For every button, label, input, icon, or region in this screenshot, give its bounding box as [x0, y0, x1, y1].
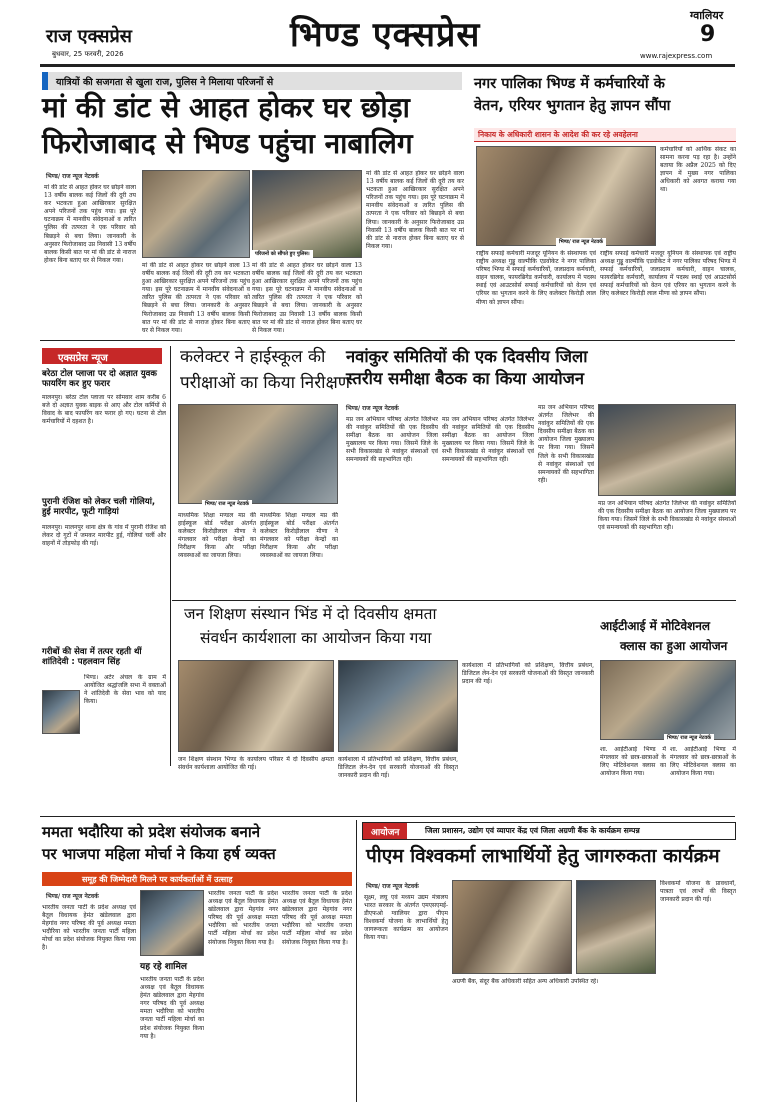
lead-byline: भिण्ड/ राज न्यूज नेटवर्क [46, 173, 99, 180]
vishwa-tag: आयोजन [363, 823, 407, 839]
vishwa-caption: अग्रणी बैंक, संदूर बैंक अधिकारी सहित अन्य अधिकारी उपस्थित रहे। [452, 978, 599, 985]
lead-photo-police [142, 170, 250, 258]
mamta-body-col4: भारतीय जनता पार्टी के प्रदेश अध्यक्ष एवं बैतूल विधायक हेमंत खंडेलवाल द्वारा मेहगांव नगर परिषद की पूर्व अध्यक्ष ममता भदौरिया को भारतीय जनता पार्टी महिला मोर्चा का प्रदेश संयोजक नियुक्त किया गया है। [282, 890, 352, 946]
jan-body-col2: कार्यशाला में प्रतिभागियों को प्रशिक्षण, वित्तीय प्रबंधन, डिजिटल लेन-देन एवं सरकारी योजनाओं की विस्तृत जानकारी प्रदान की गई। [462, 662, 594, 686]
navankur-body-col3: मप्र जन अभियान परिषद अंतर्गत जिलेभर की नवांकुर समितियों की एक दिवसीय समीक्षा बैठक का आयोजन जिला मुख्यालय पर किया गया। जिसमें जिले के सभी विकासखंड से नवांकुर संस्थाओं एवं समन्वयकों की सहभागिता रही। [538, 404, 594, 484]
navankur-body-col4: मप्र जन अभियान परिषद अंतर्गत जिलेभर की नवांकुर समितियों की एक दिवसीय समीक्षा बैठक का आयोजन जिला मुख्यालय पर किया गया। जिसमें जिले के सभी विकासखंड से नवांकुर संस्थाओं एवं समन्वयकों की सहभागिता रही। [598, 500, 736, 532]
masthead-website: www.rajexpress.com [640, 52, 713, 60]
iti-body-col2: शा. आईटीआई भिण्ड में मंगलवार को छात्र-छात्राओं के लिए मोटिवेशनल क्लास का आयोजन किया गया। [670, 746, 736, 778]
iti-caption: भिण्ड/ राज न्यूज नेटवर्क [664, 734, 714, 742]
express-item3-body: भिण्ड। अटेर अंचल के ग्राम में आयोजित श्रद्धांजलि सभा में वक्ताओं ने शांतिदेवी के सेवा भाव को याद किया। [84, 674, 166, 706]
nagar-headline-2: वेतन, एरियर भुगतान हेतु ज्ञापन सौंपा [474, 98, 671, 114]
lead-headline-1: मां की डांट से आहत होकर घर छोड़ा [42, 91, 410, 124]
nagar-headline-1: नगर पालिका भिण्ड में कर्मचारियों के [474, 76, 665, 92]
mamta-subhead: समूह की जिम्मेदारी मिलने पर कार्यकर्ताओं में उत्साह [82, 875, 233, 884]
vishwa-body-right: विश्वकर्मा योजना के प्रावधानों, पात्रता एवं लाभों की विस्तृत जानकारी प्रदान की गई। [660, 880, 736, 904]
lead-body-col3: मां की डांट से आहत होकर घर छोड़ने वाला 13 वर्षीय बालक कई जिलों की दूरी तय कर भटकता हुआ आखिरकार सुरक्षित अपने परिजनों तक पहुंच गया। इस पूरे घटनाक्रम में मानवीय संवेदनाओं व त्वरित पुलिस की तत्परता ने एक परिवार को बिछड़ने से बचा लिया। जानकारी के अनुसार फिरोजाबाद उप्र निवासी 13 वर्षीय बालक किसी बात पर मां की डांट से नाराज होकर बिना बताए घर से निकल गया। [252, 262, 362, 334]
express-item3-headline: गरीबों की सेवा में तत्पर रहती थीं शांतिदेवी : पहलवान सिंह [42, 647, 142, 667]
jan-body-col1: कार्यशाला में प्रतिभागियों को प्रशिक्षण, वित्तीय प्रबंधन, डिजिटल लेन-देन एवं सरकारी योजनाओं की विस्तृत जानकारी प्रदान की गई। [338, 756, 458, 780]
lead-kicker-text: यात्रियों की सजगता से खुला राज, पुलिस ने मिलाया परिजनों से [56, 77, 274, 88]
nagar-body-col2: राष्ट्रीय सफाई कर्मचारी मजदूर यूनियन के संस्थापक एवं राष्ट्रीय अध्यक्ष गुड्डू वाल्मीकि एडवोकेट ने नगर पालिका परिषद भिण्ड में सफाई कर्मचारियों, जलप्रदाय कर्मचारी, वाहन चालक, फायरब्रिगेड कर्मचारी, कार्यालय में पदस्थ स्थाई एवं आउटसोर्स सफाई कर्मचारियों को वेतन एवं एरियर का भुगतान करने के लिए कलेक्टर किरोड़ी लाल मीणा को ज्ञापन सौंपा। [600, 250, 736, 298]
iti-headline-2: क्लास का हुआ आयोजन [620, 639, 728, 653]
express-item2-headline: पुरानी रंजिश को लेकर चली गोलियां, हुई मारपीट, फूटी गाड़ियां [42, 497, 156, 517]
vishwa-byline: भिण्ड/ राज न्यूज नेटवर्क [366, 883, 419, 890]
nagar-subhead-band [474, 128, 736, 142]
collector-caption: भिण्ड/ राज न्यूज नेटवर्क [202, 500, 252, 508]
express-item1-headline: बरेठा टोल प्लाजा पर दो अज्ञात युवक फायरिंग कर हुए फरार [42, 369, 157, 389]
lead-photo-family [252, 170, 362, 258]
express-item2-body: मालनपुर। मालनपुर थाना क्षेत्र के गांव में पुरानी रंजिश को लेकर दो गुटों में जमकर मारपीट हुई, गोलियां चलीं और वाहनों में तोड़फोड़ की गई। [42, 524, 166, 548]
masthead-city: ग्वालियर [690, 9, 724, 22]
express-col-divider [170, 346, 171, 766]
collector-body-col1: माध्यमिक शिक्षा मण्डल मप्र की हाईस्कूल बोर्ड परीक्षा अंतर्गत कलेक्टर किरोड़ीलाल मीणा ने मंगलवार को परीक्षा केन्द्रों का निरीक्षण किया और परीक्षा व्यवस्थाओं का जायजा लिया। [178, 512, 256, 560]
jan-headline-2: संवर्धन कार्यशाला का आयोजन किया गया [200, 629, 432, 647]
navankur-body-col2: मप्र जन अभियान परिषद अंतर्गत जिलेभर की नवांकुर समितियों की एक दिवसीय समीक्षा बैठक का आयोजन जिला मुख्यालय पर किया गया। जिसमें जिले के सभी विकासखंड से नवांकुर संस्थाओं एवं समन्वयकों की सहभागिता रही। [442, 416, 534, 464]
jan-photo-2 [338, 660, 458, 752]
navankur-photo [598, 404, 736, 496]
divider-1 [40, 340, 735, 341]
iti-photo [600, 660, 736, 740]
mamta-byline: भिण्ड/ राज न्यूज नेटवर्क [46, 893, 99, 900]
vishwa-body-col1: सूक्ष्म, लघु एवं मध्यम उद्यम मंत्रालय भारत सरकार के अंतर्गत एमएसएमई-डीएफओ ग्वालियर द्वारा पीएम विश्वकर्मा योजना के लाभार्थियों हेतु जागरूकता कार्यक्रम का आयोजन किया गया। [364, 894, 448, 942]
nagar-subhead: निकाय के अधिकारी शासन के आदेश की कर रहे अवहेलना [478, 130, 638, 139]
iti-headline-1: आईटीआई में मोटिवेशनल [600, 619, 711, 633]
divider-3 [40, 816, 735, 817]
jan-headline-1: जन शिक्षण संस्थान भिंड में दो दिवसीय क्षमता [184, 605, 437, 623]
mamta-body-col1: भारतीय जनता पार्टी के प्रदेश अध्यक्ष एवं बैतूल विधायक हेमंत खंडेलवाल द्वारा मेहगांव नगर परिषद की पूर्व अध्यक्ष ममता भदौरिया को भारतीय जनता पार्टी महिला मोर्चा का प्रदेश संयोजक नियुक्त किया गया है। [42, 904, 136, 952]
mamta-headline-1: ममता भदौरिया को प्रदेश संयोजक बनाने [42, 823, 261, 841]
vishwa-banner [362, 822, 736, 840]
nagar-body-col1: राष्ट्रीय सफाई कर्मचारी मजदूर यूनियन के संस्थापक एवं राष्ट्रीय अध्यक्ष गुड्डू वाल्मीकि एडवोकेट ने नगर पालिका परिषद भिण्ड में सफाई कर्मचारियों, जलप्रदाय कर्मचारी, वाहन चालक, फायरब्रिगेड कर्मचारी, कार्यालय में पदस्थ स्थाई एवं आउटसोर्स सफाई कर्मचारियों को वेतन एवं एरियर का भुगतान करने के लिए कलेक्टर किरोड़ी लाल मीणा को ज्ञापन सौंपा। [476, 250, 596, 306]
navankur-headline-1: नवांकुर समितियों की एक दिवसीय जिला [346, 347, 588, 366]
jan-caption: जन शिक्षण संस्थान भिण्ड के कार्यालय परिसर में दो दिवसीय क्षमता संवर्धन कार्यशाला आयोजित की गई। [178, 756, 334, 772]
masthead [0, 0, 778, 68]
navankur-headline-2: स्तरीय समीक्षा बैठक का किया आयोजन [346, 369, 585, 388]
divider-2 [172, 600, 736, 601]
masthead-left-title: राज एक्सप्रेस [46, 26, 132, 47]
mamta-body-col3: भारतीय जनता पार्टी के प्रदेश अध्यक्ष एवं बैतूल विधायक हेमंत खंडेलवाल द्वारा मेहगांव नगर परिषद की पूर्व अध्यक्ष ममता भदौरिया को भारतीय जनता पार्टी महिला मोर्चा का प्रदेश संयोजक नियुक्त किया गया है। [208, 890, 278, 946]
navankur-byline: भिण्ड/ राज न्यूज नेटवर्क [346, 405, 399, 412]
lead-headline-2: फिरोजाबाद से भिण्ड पहुंचा नाबालिग [42, 127, 413, 160]
navankur-body-col1: मप्र जन अभियान परिषद अंतर्गत जिलेभर की नवांकुर समितियों की एक दिवसीय समीक्षा बैठक का आयोजन जिला मुख्यालय पर किया गया। जिसमें जिले के सभी विकासखंड से नवांकुर संस्थाओं एवं समन्वयकों की सहभागिता रही। [346, 416, 438, 464]
nagar-body-right: कर्मचारियों को आर्थिक संकट का सामना करना पड़ रहा है। उन्होंने बताया कि अप्रैल 2025 को दिए ज्ञापन में मुख्य नगर पालिका अधिकारी को अवगत कराया गया था। [660, 146, 736, 194]
mamta-col-divider [356, 820, 357, 1102]
mamta-headline-2: पर भाजपा महिला मोर्चा ने किया हर्ष व्यक्त [42, 845, 276, 863]
collector-headline-1: कलेक्टर ने हाईस्कूल की [180, 347, 326, 367]
mamta-photo [140, 890, 204, 956]
iti-body-col1: शा. आईटीआई भिण्ड में मंगलवार को छात्र-छात्राओं के लिए मोटिवेशनल क्लास का आयोजन किया गया। [600, 746, 666, 778]
nagar-caption: भिण्ड/ राज न्यूज नेटवर्क [556, 238, 606, 246]
lead-body-col4: मां की डांट से आहत होकर घर छोड़ने वाला 13 वर्षीय बालक कई जिलों की दूरी तय कर भटकता हुआ आखिरकार सुरक्षित अपने परिजनों तक पहुंच गया। इस पूरे घटनाक्रम में मानवीय संवेदनाओं व त्वरित पुलिस की तत्परता ने एक परिवार को बिछड़ने से बचा लिया। जानकारी के अनुसार फिरोजाबाद उप्र निवासी 13 वर्षीय बालक किसी बात पर मां की डांट से नाराज होकर बिना बताए घर से निकल गया। [366, 170, 464, 250]
vishwa-photo-2 [576, 880, 656, 974]
mamta-subsection: यह रहे शामिल [140, 962, 187, 972]
mamta-body-col2: भारतीय जनता पार्टी के प्रदेश अध्यक्ष एवं बैतूल विधायक हेमंत खंडेलवाल द्वारा मेहगांव नगर परिषद की पूर्व अध्यक्ष ममता भदौरिया को भारतीय जनता पार्टी महिला मोर्चा का प्रदेश संयोजक नियुक्त किया गया है। [140, 976, 204, 1040]
express-item1-body: मालनपुर। बरेठा टोल प्लाजा पर सोमवार शाम करीब 6 बजे दो अज्ञात युवक बाइक से आए और टोल कर्मियों से विवाद के बाद फायरिंग कर फरार हो गए। घटना से टोल कर्मचारियों में दहशत है। [42, 394, 166, 426]
collector-body-col2: माध्यमिक शिक्षा मण्डल मप्र की हाईस्कूल बोर्ड परीक्षा अंतर्गत कलेक्टर किरोड़ीलाल मीणा ने मंगलवार को परीक्षा केन्द्रों का निरीक्षण किया और परीक्षा व्यवस्थाओं का जायजा लिया। [260, 512, 338, 560]
jan-photo-1 [178, 660, 334, 752]
lead-body: मां की डांट से आहत होकर घर छोड़ने वाला 13 वर्षीय बालक कई जिलों की दूरी तय कर भटकता हुआ आखिरकार सुरक्षित अपने परिजनों तक पहुंच गया। इस पूरे घटनाक्रम में मानवीय संवेदनाओं व त्वरित पुलिस की तत्परता ने एक परिवार को बिछड़ने से बचा लिया। जानकारी के अनुसार फिरोजाबाद उप्र निवासी 13 वर्षीय बालक किसी बात पर मां की डांट से नाराज होकर बिना बताए घर से निकल गया। [44, 184, 136, 264]
collector-photo [178, 404, 338, 504]
nagar-photo [476, 146, 656, 246]
collector-headline-2: परीक्षाओं का किया निरीक्षण [180, 373, 351, 393]
mamta-subhead-band [42, 872, 352, 886]
lead-photo-caption: परिजनों को सौंपते हुए पुलिस। [252, 250, 313, 258]
masthead-rule [40, 64, 735, 67]
page-number: 9 [700, 22, 716, 47]
masthead-date: बुधवार, 25 फरवरी, 2026 [52, 50, 124, 58]
vishwa-headline: पीएम विश्वकर्मा लाभार्थियों हेतु जागरुकता कार्यक्रम [366, 845, 720, 867]
vishwa-banner-text: जिला प्रशासन, उद्योग एवं व्यापार केंद्र एवं जिला अग्रणी बैंक के कार्यक्रम सम्पन्न [425, 826, 640, 835]
lead-story-kicker [42, 72, 462, 90]
express-news-label-band [42, 348, 162, 364]
vishwa-photo-1 [452, 880, 572, 974]
lead-body-col2: मां की डांट से आहत होकर घर छोड़ने वाला 13 वर्षीय बालक कई जिलों की दूरी तय कर भटकता हुआ आखिरकार सुरक्षित अपने परिजनों तक पहुंच गया। इस पूरे घटनाक्रम में मानवीय संवेदनाओं व त्वरित पुलिस की तत्परता ने एक परिवार को बिछड़ने से बचा लिया। जानकारी के अनुसार फिरोजाबाद उप्र निवासी 13 वर्षीय बालक किसी बात पर मां की डांट से नाराज होकर बिना बताए घर से निकल गया। [142, 262, 250, 334]
express-news-label: एक्सप्रेस न्यूज [58, 353, 108, 364]
masthead-center-title: भिण्ड एक्सप्रेस [290, 15, 481, 55]
